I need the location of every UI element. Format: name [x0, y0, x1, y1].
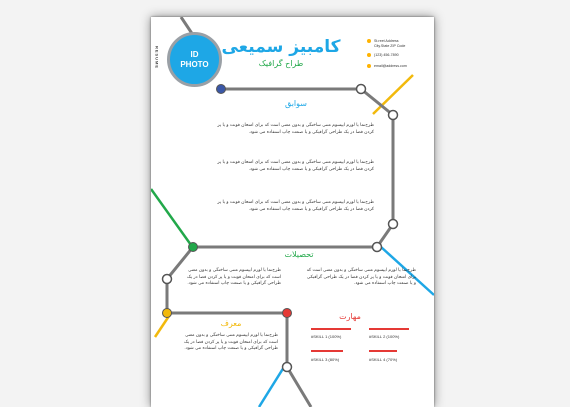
skill-label-4: #SKILL 4 (70%): [369, 357, 398, 362]
experience-paragraph-3: طرح‌نما یا لورم ایپسوم متنی ساختگی و بدون معنی است که برای امتحان فونت و یا پر کردن فضا در یک طراحی گرافیکی و یا صنعت چاپ استفاده می شود.: [217, 200, 374, 212]
contact-email: email@address.com: [367, 64, 433, 68]
skill-bar-4: [369, 350, 397, 352]
yellow-branch-top: [373, 75, 413, 114]
skill-label-1: #SKILL 1 (100%): [311, 334, 342, 339]
skill-label-2: #SKILL 2 (100%): [369, 334, 400, 339]
contact-city: City.State ZIP Code: [374, 44, 406, 48]
job-title: طراح گرافیک: [258, 59, 304, 68]
blue-branch-bottom: [259, 367, 284, 407]
station-red: [283, 309, 292, 318]
contact-street: St.reet Address: [367, 39, 433, 43]
skill-label-3: #SKILL 3 (80%): [311, 357, 340, 362]
section-title-skills: مهارت: [339, 312, 361, 321]
station: [389, 111, 398, 120]
station: [163, 275, 172, 284]
references-paragraph: طرح‌نما یا لورم ایپسوم متنی ساختگی و بدون معنی است که برای امتحان فونت و یا پر کردن فضا در یک طراحی گرافیکی و یا صنعت چاپ استفاده می شود.: [184, 333, 278, 352]
person-name: کامبیز سمیعی: [221, 37, 341, 57]
experience-paragraph-2: طرح‌نما یا لورم ایپسوم متنی ساختگی و بدون معنی است که برای امتحان فونت و یا پر کردن فضا در یک طراحی گرافیکی و یا صنعت چاپ استفاده می شود.: [217, 160, 374, 172]
station: [283, 363, 292, 372]
green-branch-left: [151, 189, 191, 245]
section-title-education: تحصیلات: [284, 250, 314, 259]
station-yellow: [163, 309, 172, 318]
station-green: [189, 243, 198, 252]
station: [373, 243, 382, 252]
resume-vertical-label: RESUME: [154, 45, 160, 70]
skill-bar-3: [311, 350, 343, 352]
email-icon: [367, 64, 371, 68]
experience-paragraph-1: طرح‌نما یا لورم ایپسوم متنی ساختگی و بدون معنی است که برای امتحان فونت و یا پر کردن فضا در یک طراحی گرافیکی و یا صنعت چاپ استفاده می شود.: [217, 123, 374, 135]
photo-label-line1: ID: [190, 49, 199, 59]
resume-page: [151, 17, 434, 407]
section-title-experience: سوابق: [285, 99, 307, 108]
skill-bar-1: [311, 328, 351, 330]
education-paragraph-1: طرح‌نما یا لورم ایپسوم متنی ساختگی و بدون معنی است که برای امتحان فونت و یا پر کردن فضا در یک طراحی گرافیکی و یا صنعت چاپ استفاده می شود.: [187, 268, 281, 287]
phone-icon: [367, 53, 371, 57]
location-icon: [367, 39, 371, 43]
photo-label-line2: PHOTO: [180, 59, 209, 69]
education-paragraph-2: طرح‌نما یا لورم ایپسوم متنی ساختگی و بدون معنی است که برای امتحان فونت و یا پر کردن فضا در یک طراحی گرافیکی و یا صنعت چاپ استفاده می شود.: [306, 268, 416, 287]
skill-bar-2: [369, 328, 409, 330]
station-blue: [217, 85, 226, 94]
gray-track-main: [167, 89, 393, 407]
section-title-references: معرف: [220, 319, 242, 328]
station: [389, 220, 398, 229]
contact-phone: (123) 456-7890: [367, 53, 433, 57]
station: [357, 85, 366, 94]
